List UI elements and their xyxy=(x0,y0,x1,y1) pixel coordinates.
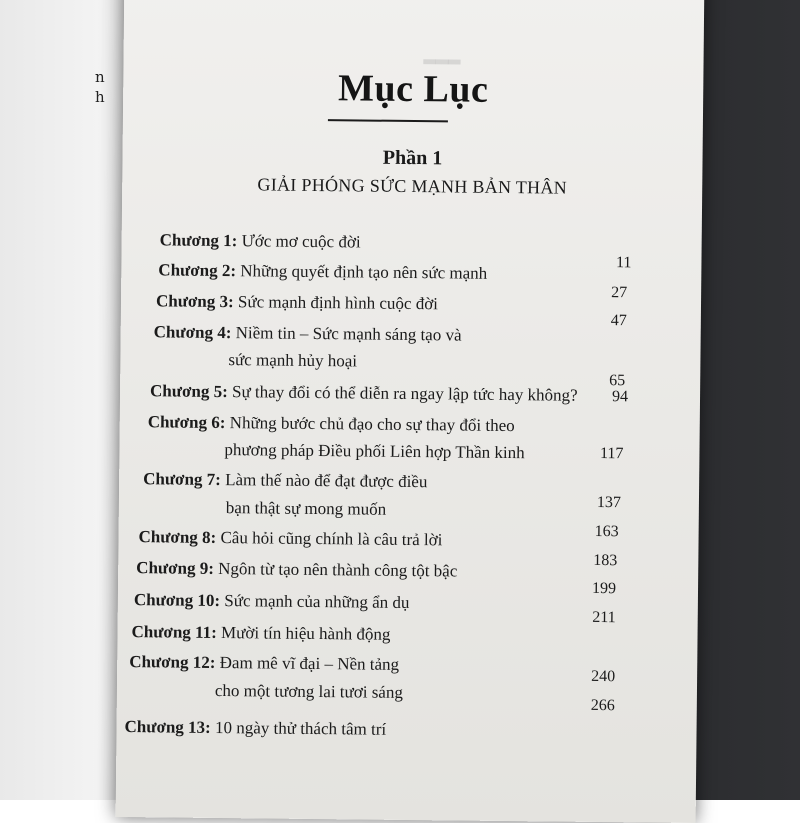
chapter-number: Chương 10: xyxy=(133,590,221,611)
chapter-title: Đam mê vĩ đại – Nền tảng xyxy=(219,653,400,674)
chapter-number: Chương 2: xyxy=(158,260,237,281)
page-title: Mục Lục xyxy=(337,67,489,111)
chapter-number: Chương 13: xyxy=(124,717,211,737)
part-title: GIẢI PHÓNG SỨC MẠNH BẢN THÂN xyxy=(257,174,568,198)
toc-entry xyxy=(148,412,515,436)
chapter-title: Làm thế nào để đạt được điều xyxy=(225,470,428,492)
chapter-title-continued: bạn thật sự mong muốn xyxy=(225,498,387,519)
toc-entry xyxy=(160,230,361,252)
page-number: 137 xyxy=(596,493,622,512)
chapter-number: Chương 8: xyxy=(138,527,217,547)
page-number: 117 xyxy=(599,444,624,463)
chapter-title: Ước mơ cuộc đời xyxy=(241,231,361,252)
page-number: 240 xyxy=(591,667,616,686)
chapter-title-continued: cho một tương lai tươi sáng xyxy=(214,680,404,702)
toc-entry xyxy=(136,558,457,581)
toc-entry xyxy=(129,652,399,675)
page-number: 11 xyxy=(615,254,632,272)
left-page-text-fragment: h xyxy=(95,88,105,106)
chapter-number: Chương 6: xyxy=(147,412,226,433)
toc-entry xyxy=(131,622,390,645)
toc-entry xyxy=(138,527,442,550)
page-number: 65 xyxy=(609,372,626,390)
page-number: 183 xyxy=(593,551,618,570)
toc-entry xyxy=(158,260,487,283)
chapter-title: Ngôn từ tạo nên thành công tột bậc xyxy=(218,559,458,581)
title-underline xyxy=(328,119,448,122)
chapter-title-continued: phương pháp Điều phối Liên hợp Thần kinh xyxy=(224,440,525,463)
chapter-number: Chương 7: xyxy=(143,469,221,490)
page-number: 211 xyxy=(592,608,616,627)
chapter-number: Chương 4: xyxy=(153,322,232,343)
chapter-number: Chương 5: xyxy=(149,381,228,402)
chapter-number: Chương 3: xyxy=(155,291,234,312)
page-number: 47 xyxy=(610,312,627,330)
chapter-title: Sức mạnh định hình cuộc đời xyxy=(237,292,439,314)
toc-entry xyxy=(156,291,438,314)
chapter-title: Niềm tin – Sức mạnh sáng tạo và xyxy=(235,323,462,345)
page-number: 163 xyxy=(594,522,619,541)
chapter-title: Mười tín hiệu hành động xyxy=(220,623,391,644)
show-through-text: ▂▂▂ xyxy=(423,45,461,65)
chapter-number: Chương 1: xyxy=(159,230,238,251)
page-number: 27 xyxy=(611,284,628,302)
chapter-title: Những bước chủ đạo cho sự thay đổi theo xyxy=(229,413,515,436)
page-number: 266 xyxy=(590,696,615,715)
chapter-title: Những quyết định tạo nên sức mạnh xyxy=(240,261,488,283)
chapter-title: 10 ngày thử thách tâm trí xyxy=(214,717,387,739)
book-page xyxy=(116,0,705,823)
page-number: 94 xyxy=(611,388,629,406)
toc-entry xyxy=(124,717,386,740)
toc-entry xyxy=(143,469,427,492)
toc-entry xyxy=(134,590,410,613)
toc-entry xyxy=(154,322,462,345)
page-number: 199 xyxy=(591,579,617,598)
left-page-text-fragment: n xyxy=(95,68,105,86)
chapter-number: Chương 11: xyxy=(131,622,217,642)
chapter-number: Chương 12: xyxy=(129,652,216,672)
chapter-title-continued: sức mạnh hủy hoại xyxy=(228,350,358,371)
part-label: Phần 1 xyxy=(382,146,443,170)
chapter-title: Sức mạnh của những ẩn dụ xyxy=(224,591,410,613)
chapter-title: Câu hỏi cũng chính là câu trả lời xyxy=(220,528,443,550)
toc-entry xyxy=(150,381,578,405)
chapter-title: Sự thay đổi có thể diễn ra ngay lập tức hay không? xyxy=(231,382,578,405)
chapter-number: Chương 9: xyxy=(136,558,215,578)
